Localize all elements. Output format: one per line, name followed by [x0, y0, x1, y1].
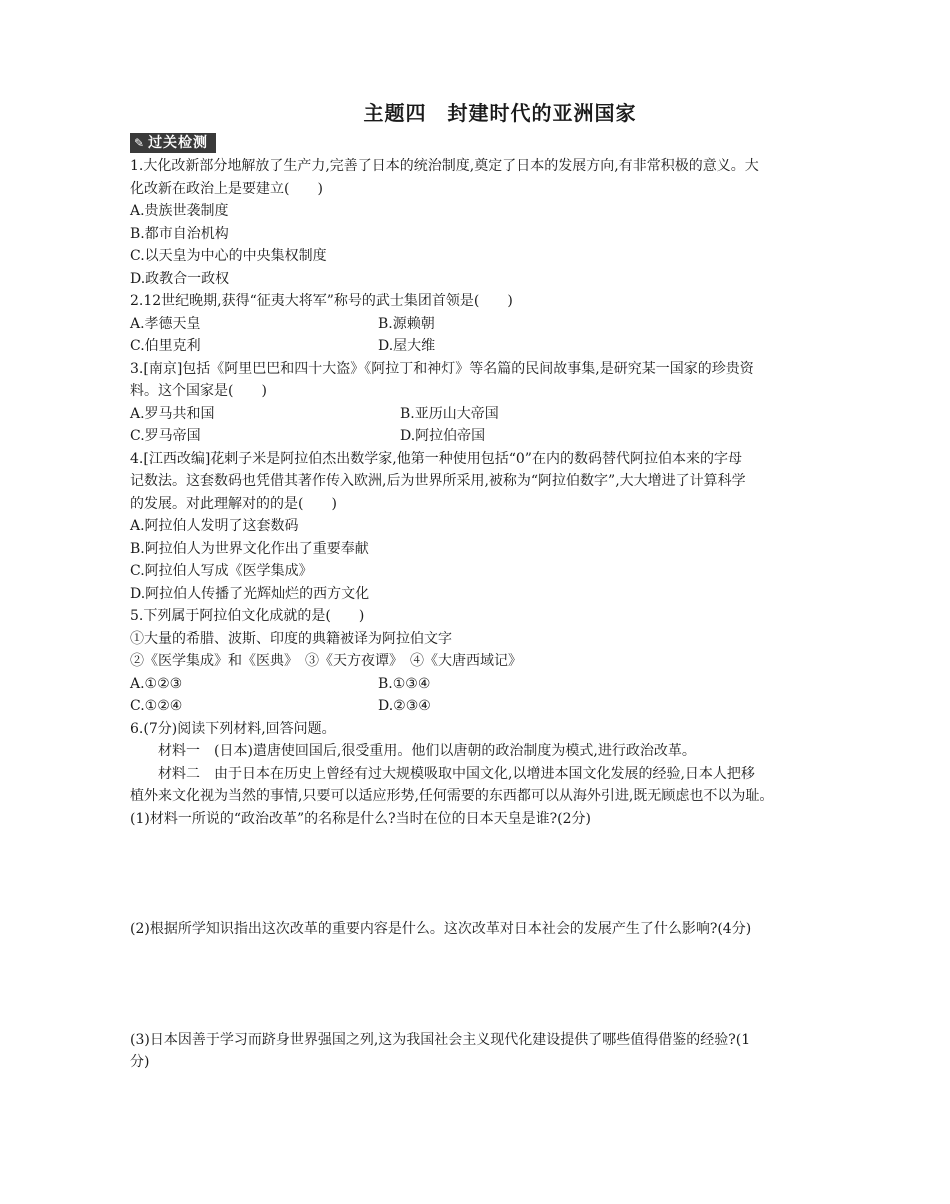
- question-3-options-row-1: [130, 403, 830, 426]
- question-4-option-b: B.阿拉伯人为世界文化作出了重要奉献: [130, 540, 369, 557]
- question-4: [130, 448, 830, 606]
- question-2: [130, 290, 830, 358]
- question-1-stem-line-1: 1.大化改新部分地解放了生产力,完善了日本的统治制度,奠定了日本的发展方向,有非常积极的意义。大: [130, 158, 759, 174]
- question-5-options-row-1: [130, 673, 830, 696]
- question-6-sub-2: (2)根据所学知识指出这次改革的重要内容是什么。这次改革对日本社会的发展产生了什么影响?(4分): [130, 921, 752, 937]
- question-2-option-c: C.伯里克利: [130, 338, 201, 354]
- pencil-icon: ✎: [134, 136, 146, 150]
- question-6-material-1: 材料一 (日本)遣唐使回国后,很受重用。他们以唐朝的政治制度为模式,进行政治改革。: [158, 743, 696, 759]
- section-badge: [130, 133, 216, 153]
- question-6: [130, 718, 830, 1074]
- question-5-option-d: D.②③④: [378, 698, 431, 714]
- question-5-option-a: A.①②③: [130, 675, 183, 692]
- question-5: [130, 605, 830, 718]
- question-1: [130, 155, 830, 290]
- question-1-option-b: B.都市自治机构: [130, 225, 229, 242]
- question-4-stem-line-1: 4.[江西改编]花剌子米是阿拉伯杰出数学家,他第一种使用包括“0”在内的数码替代阿拉伯本来的字母: [130, 450, 742, 467]
- question-5-item-1: ①大量的希腊、波斯、印度的典籍被译为阿拉伯文字: [130, 630, 452, 647]
- question-4-option-d: D.阿拉伯人传播了光辉灿烂的西方文化: [130, 585, 370, 602]
- question-6-material-2-line-2: 植外来文化视为当然的事情,只要可以适应形势,任何需要的东西都可以从海外引进,既无顾虑也不以为耻。: [130, 788, 774, 804]
- question-5-stem: 5.下列属于阿拉伯文化成就的是( ): [130, 608, 365, 624]
- question-4-option-a: A.阿拉伯人发明了这套数码: [130, 518, 299, 534]
- question-6-material-2-line-1: 材料二 由于日本在历史上曾经有过大规模吸取中国文化,以增进本国文化发展的经验,日本人把移: [158, 765, 755, 782]
- question-2-options-row-1: [130, 313, 830, 336]
- question-1-option-a: A.贵族世袭制度: [130, 203, 229, 219]
- question-6-sub-3-line-1: (3)日本因善于学习而跻身世界强国之列,这为我国社会主义现代化建设提供了哪些值得借鉴的经验?(1: [130, 1031, 751, 1048]
- question-3-options-row-2: [130, 425, 830, 448]
- question-3-option-a: A.罗马共和国: [130, 405, 215, 422]
- question-3-stem-line-1: 3.[南京]包括《阿里巴巴和四十大盗》《阿拉丁和神灯》等名篇的民间故事集,是研究某一国家的珍贵资: [130, 360, 754, 377]
- question-5-options-row-2: [130, 695, 830, 718]
- question-3-option-c: C.罗马帝国: [130, 428, 201, 444]
- question-4-option-c: C.阿拉伯人写成《医学集成》: [130, 563, 313, 579]
- question-2-option-a: A.孝德天皇: [130, 315, 201, 332]
- question-2-option-d: D.屋大维: [378, 338, 436, 354]
- answer-space-2[interactable]: [130, 941, 830, 1029]
- worksheet-page: [130, 100, 830, 1074]
- question-1-option-c: C.以天皇为中心的中央集权制度: [130, 248, 327, 264]
- question-2-stem: 2.12世纪晚期,获得“征夷大将军”称号的武士集团首领是( ): [130, 293, 513, 309]
- question-6-sub-3-line-2: 分): [130, 1054, 150, 1070]
- question-3: [130, 358, 830, 448]
- question-2-options-row-2: [130, 335, 830, 358]
- question-5-option-c: C.①②④: [130, 698, 183, 714]
- question-6-sub-1: (1)材料一所说的“政治改革”的名称是什么?当时在位的日本天皇是谁?(2分): [130, 810, 591, 827]
- question-3-stem-line-2: 料。这个国家是( ): [130, 383, 267, 399]
- question-6-stem: 6.(7分)阅读下列材料,回答问题。: [130, 720, 336, 737]
- question-1-option-d: D.政教合一政权: [130, 270, 230, 287]
- page-title: 主题四 封建时代的亚洲国家: [363, 101, 637, 125]
- question-3-option-b: B.亚历山大帝国: [400, 405, 499, 422]
- question-3-option-d: D.阿拉伯帝国: [400, 428, 486, 444]
- question-5-option-b: B.①③④: [378, 675, 431, 692]
- question-4-stem-line-3: 的发展。对此理解对的的是( ): [130, 495, 337, 512]
- question-2-option-b: B.源赖朝: [378, 315, 435, 332]
- section-badge-label: 过关检测: [148, 135, 209, 151]
- question-4-stem-line-2: 记数法。这套数码也凭借其著作传入欧洲,后为世界所采用,被称为“阿拉伯数字”,大大增进了计算科学: [130, 473, 746, 489]
- answer-space-1[interactable]: [130, 830, 830, 918]
- question-5-items-2-4: ②《医学集成》和《医典》 ③《天方夜谭》 ④《大唐西域记》: [130, 653, 522, 669]
- question-1-stem-line-2: 化改新在政治上是要建立( ): [130, 180, 323, 197]
